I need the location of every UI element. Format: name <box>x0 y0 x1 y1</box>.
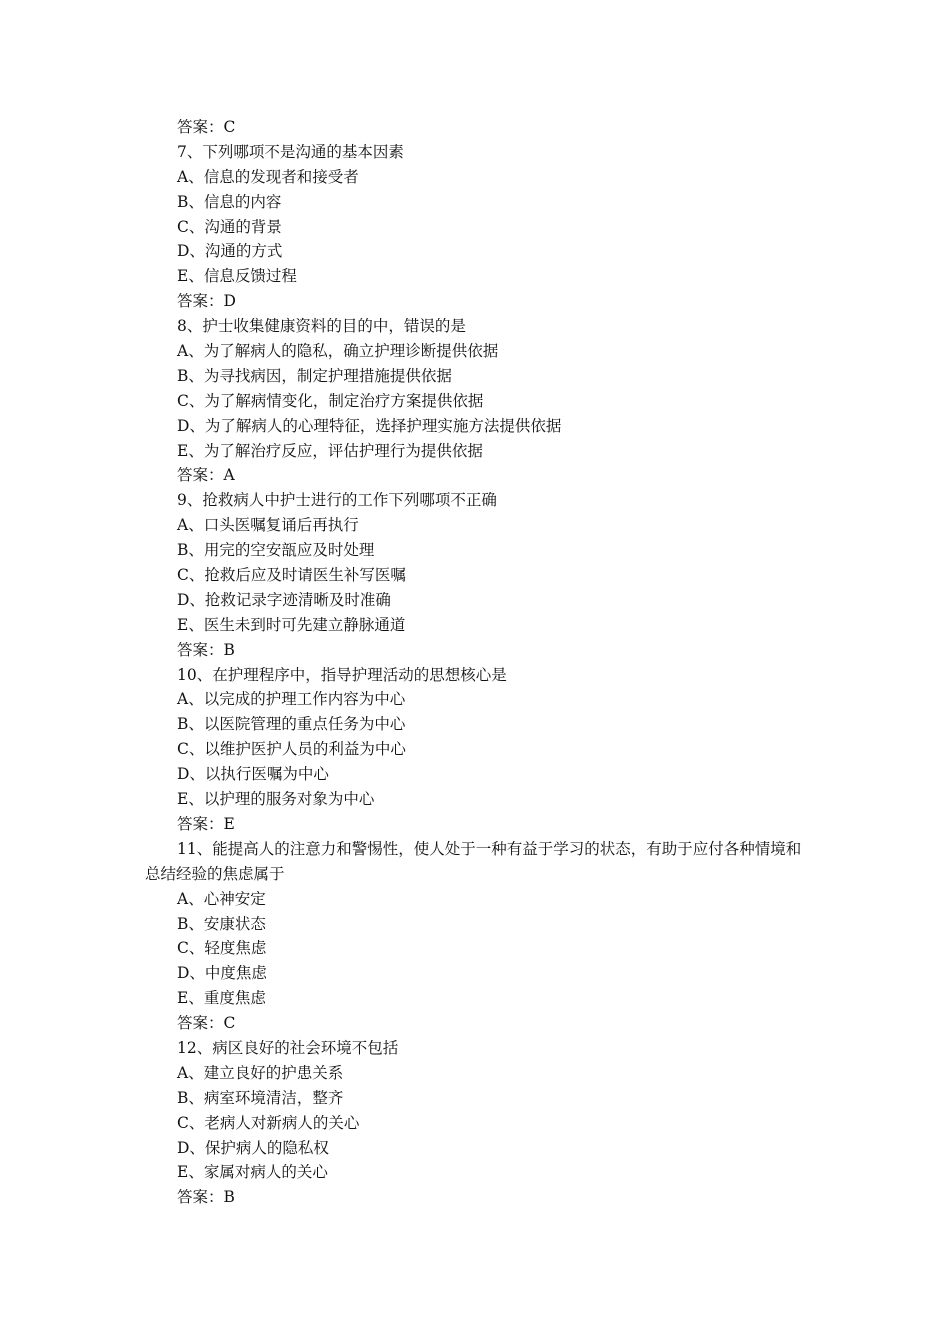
option-item: D、为了解病人的心理特征，选择护理实施方法提供依据 <box>177 416 562 435</box>
question-text: 7、下列哪项不是沟通的基本因素 <box>177 142 404 161</box>
option-item: C、以维护医护人员的利益为中心 <box>177 740 406 759</box>
option-item: C、为了解病情变化，制定治疗方案提供依据 <box>177 391 484 410</box>
answer-line: 答案：C <box>177 1014 236 1033</box>
option-item: D、以执行医嘱为中心 <box>177 765 329 784</box>
option-item: D、中度焦虑 <box>177 964 267 983</box>
option-item: A、心神安定 <box>177 889 266 908</box>
option-item: A、口头医嘱复诵后再执行 <box>177 516 359 535</box>
option-item: E、以护理的服务对象为中心 <box>177 790 375 809</box>
option-item: C、轻度焦虑 <box>177 939 267 958</box>
option-item: C、抢救后应及时请医生补写医嘱 <box>177 566 406 585</box>
option-item: D、沟通的方式 <box>177 242 283 261</box>
answer-line: 答案：E <box>177 814 235 833</box>
answer-line: 答案：C <box>177 118 236 136</box>
option-item: A、以完成的护理工作内容为中心 <box>177 690 406 709</box>
option-item: E、信息反馈过程 <box>177 267 297 286</box>
answer-line: 答案：A <box>177 466 235 485</box>
question-text: 12、病区良好的社会环境不包括 <box>177 1038 399 1057</box>
answer-line: 答案：D <box>177 292 236 311</box>
answer-line: 答案：B <box>177 640 235 659</box>
option-item: C、沟通的背景 <box>177 217 282 236</box>
option-item: D、保护病人的隐私权 <box>177 1138 329 1157</box>
option-item: E、为了解治疗反应，评估护理行为提供依据 <box>177 441 483 460</box>
option-item: B、病室环境清洁，整齐 <box>177 1088 344 1107</box>
document-body <box>0 115 950 1210</box>
question-text: 10、在护理程序中，指导护理活动的思想核心是 <box>177 665 507 684</box>
question-text: 9、抢救病人中护士进行的工作下列哪项不正确 <box>177 491 497 510</box>
option-item: B、以医院管理的重点任务为中心 <box>177 715 406 734</box>
option-item: D、抢救记录字迹清晰及时准确 <box>177 590 391 609</box>
option-item: A、为了解病人的隐私，确立护理诊断提供依据 <box>177 342 499 361</box>
option-item: B、信息的内容 <box>177 192 282 211</box>
option-item: A、建立良好的护患关系 <box>177 1063 344 1082</box>
option-item: B、为寻找病因，制定护理措施提供依据 <box>177 366 452 385</box>
option-item: E、家属对病人的关心 <box>177 1163 328 1182</box>
option-item: C、老病人对新病人的关心 <box>177 1113 360 1132</box>
option-item: A、信息的发现者和接受者 <box>177 167 359 186</box>
question-text: 8、护士收集健康资料的目的中，错误的是 <box>177 317 466 336</box>
option-item: E、医生未到时可先建立静脉通道 <box>177 615 406 634</box>
question-text: 11、能提高人的注意力和警惕性，使人处于一种有益于学习的状态，有助于应付各种情境和总结经验的焦虑属于 <box>145 839 802 883</box>
answer-line: 答案：B <box>177 1188 235 1207</box>
option-item: B、安康状态 <box>177 914 266 933</box>
option-item: E、重度焦虑 <box>177 989 266 1008</box>
option-item: B、用完的空安瓿应及时处理 <box>177 541 375 560</box>
